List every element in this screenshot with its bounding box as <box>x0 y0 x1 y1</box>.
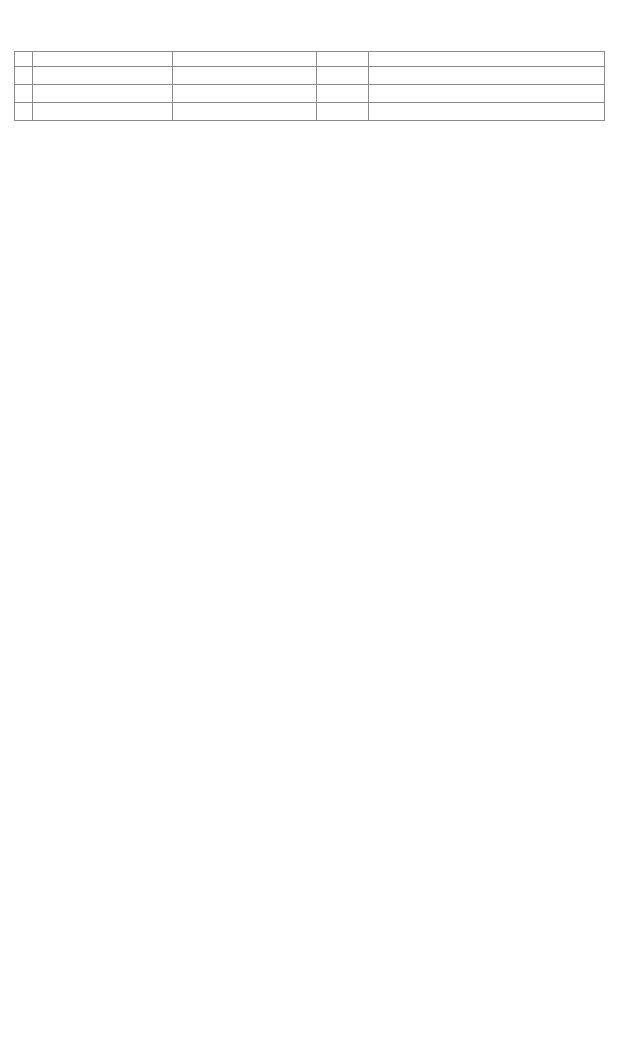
summary-row-avg <box>15 103 605 121</box>
header-result <box>173 52 317 67</box>
summary-row-max <box>15 85 605 103</box>
summary-row-min <box>15 67 605 85</box>
header-sample <box>33 52 173 67</box>
summary-avg-value <box>317 103 369 121</box>
summary-min-label <box>173 67 317 85</box>
color-accuracy-table <box>14 51 605 121</box>
summary-max-value <box>317 85 369 103</box>
summary-max-label <box>173 85 317 103</box>
header-row <box>15 52 605 67</box>
header-axis <box>369 52 605 67</box>
summary-min-value <box>317 67 369 85</box>
summary-avg-label <box>173 103 317 121</box>
header-delta <box>317 52 369 67</box>
header-id <box>15 52 33 67</box>
